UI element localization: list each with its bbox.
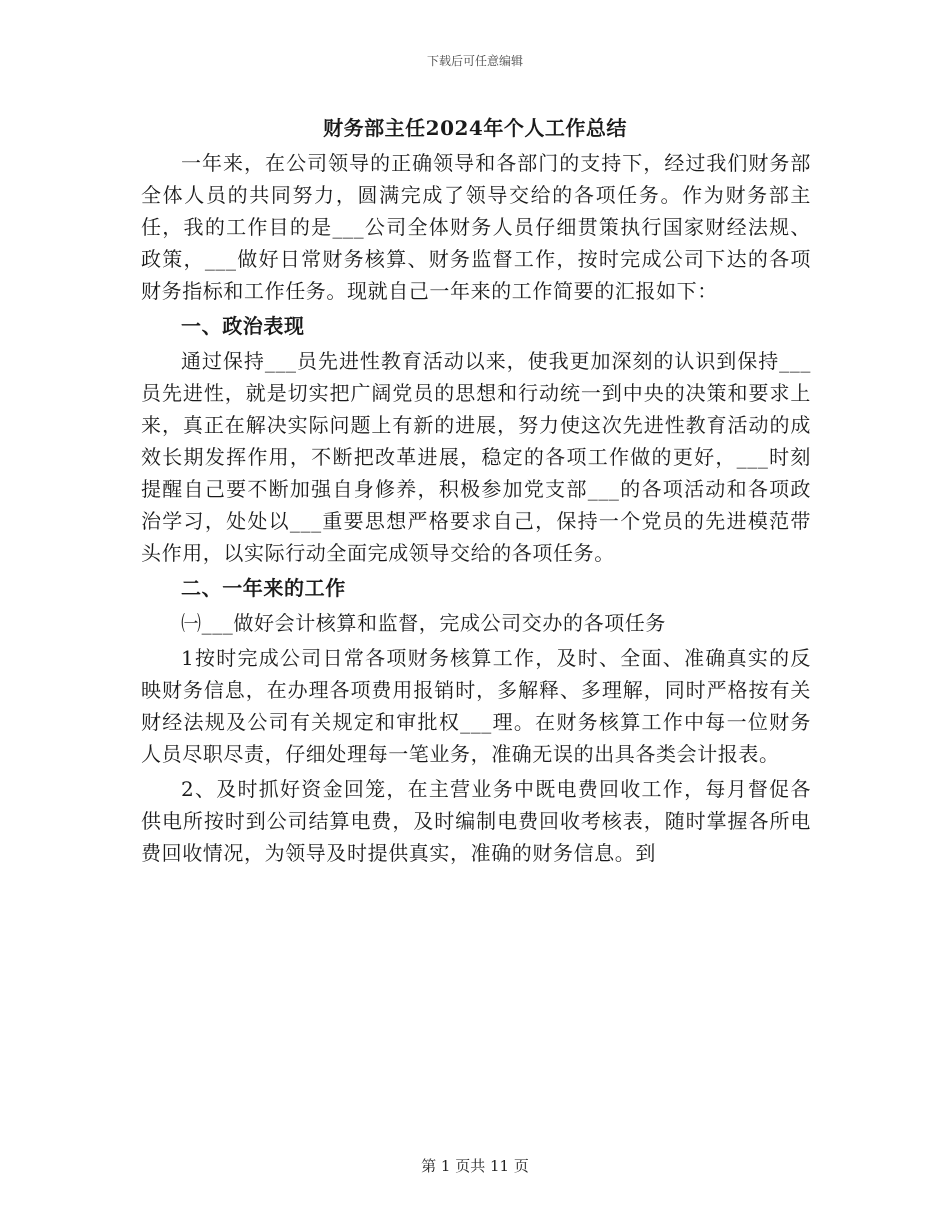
work-item-2: 2、及时抓好资金回笼，在主营业务中既电费回收工作，每月督促各供电所按时到公司结算电费，及时编制电费回收考核表，随时掌握各所电费回收情况，为领导及时提供真实，准确的财务信息。到 — [141, 777, 811, 865]
political-paragraph: 通过保持___员先进性教育活动以来，使我更加深刻的认识到保持___员先进性，就是切实把广阔党员的思想和行动统一到中央的决策和要求上来，真正在解决实际问题上有新的进展，努力使这次先进性教育活动的成效长期发挥作用，不断把改革进展，稳定的各项工作做的更好，___时刻提醒自己要不断加强自身修养，积极参加党支部___的各项活动和各项政治学习，处处以___重要思想严格要求自己，保持一个党员的先进模范带头作用，以实际行动全面完成领导交给的各项任务。 — [141, 349, 811, 565]
section-heading-political: 一、政治表现 — [181, 314, 305, 338]
page-number: 第 1 页共 11 页 — [421, 1157, 529, 1175]
intro-paragraph: 一年来，在公司领导的正确领导和各部门的支持下，经过我们财务部全体人员的共同努力，圆满完成了领导交给的各项任务。作为财务部主任，我的工作目的是___公司全体财务人员仔细贯策执行国家财经法规、政策，___做好日常财务核算、财务监督工作，按时完成公司下达的各项财务指标和工作任务。现就自己一年来的工作简要的汇报如下： — [141, 151, 811, 303]
work-item-1: 1按时完成公司日常各项财务核算工作，及时、全面、准确真实的反映财务信息，在办理各项费用报销时，多解释、多理解，同时严格按有关财经法规及公司有关规定和审批权___理。在财务核算工作中每一位财务人员尽职尽责，仔细处理每一笔业务，准确无误的出具各类会计报表。 — [141, 646, 811, 766]
document-body — [141, 147, 811, 869]
page-header-note: 下载后可任意编辑 — [426, 54, 523, 68]
document-title: 财务部主任2024年个人工作总结 — [323, 116, 627, 140]
section-heading-work: 二、一年来的工作 — [181, 576, 346, 600]
subsection-heading-accounting: ㈠___做好会计核算和监督，完成公司交办的各项任务 — [181, 611, 666, 635]
